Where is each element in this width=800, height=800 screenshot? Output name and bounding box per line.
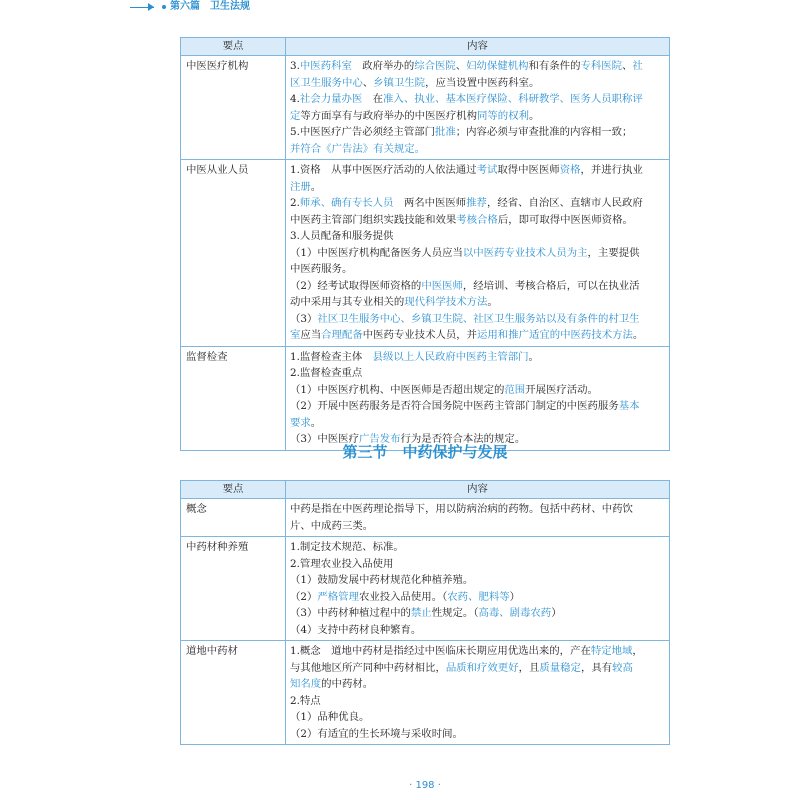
- table-row: [181, 641, 670, 745]
- content-line: [290, 622, 665, 639]
- content-line: [290, 539, 665, 556]
- text-run: 性规定。（: [431, 607, 479, 619]
- text-run: 与其他地区所产同种中药材相比，: [290, 661, 446, 674]
- highlighted-term: 知名度: [290, 678, 322, 690]
- highlighted-term: 区卫生服务中心: [290, 76, 363, 89]
- highlighted-term: 合理配备: [321, 329, 363, 341]
- highlighted-term: 农药、肥料等: [447, 590, 510, 603]
- key-points-table-1: [180, 37, 670, 451]
- text-run: 开展医疗活动。: [525, 383, 598, 396]
- content-line: [290, 58, 665, 75]
- highlighted-term: 中医医师: [421, 279, 463, 292]
- text-run: 。: [528, 350, 539, 363]
- text-run: ，主要提供: [587, 246, 640, 259]
- arrow-icon: [148, 3, 154, 11]
- text-run: 4.: [290, 93, 300, 105]
- text-run: （2）: [290, 590, 318, 603]
- content-line: [290, 294, 665, 311]
- text-run: ，且: [518, 661, 540, 674]
- highlighted-term: 较高: [612, 661, 633, 674]
- row-content-cell: [286, 160, 670, 347]
- highlighted-term: 妇幼保健机构: [466, 60, 529, 72]
- content-line: [290, 91, 665, 108]
- text-run: 2.特点: [290, 694, 321, 707]
- highlighted-term: 考试: [476, 164, 498, 176]
- text-run: 1.概念 道地中药材是指经过中医临床长期应用优选出来的，产在: [290, 645, 591, 657]
- text-run: ，具有: [580, 661, 613, 674]
- text-run: 中医药服务。: [290, 263, 353, 275]
- text-run: 和有条件的: [528, 60, 581, 72]
- text-run: （1）中医医疗机构、中医医师是否超出规定的: [290, 383, 505, 396]
- highlighted-term: 准入、执业、基本医疗保险、科研教学、医务人员职称评: [383, 93, 643, 105]
- key-points-table-2: [180, 480, 670, 745]
- content-line: [290, 327, 665, 344]
- text-run: 。: [310, 416, 322, 429]
- text-run: 1.制定技术规范、标准。: [290, 541, 404, 553]
- text-run: 两名中医医师: [393, 197, 467, 209]
- table-header-row: [181, 38, 670, 56]
- content-line: [290, 228, 665, 245]
- highlighted-term: 考核合格: [456, 213, 498, 226]
- text-run: 、: [622, 60, 633, 72]
- text-run: 。: [487, 296, 498, 308]
- text-run: 5.中医医疗广告必须经主管部门: [290, 126, 435, 138]
- content-line: [290, 141, 665, 158]
- row-key-cell: 中医从业人员: [181, 160, 286, 347]
- highlighted-term: 室: [290, 329, 301, 341]
- text-run: （2）开展中医药服务是否符合国务院中医药主管部门制定的中医药服务: [290, 400, 619, 412]
- text-run: 2.管理农业投入品使用: [290, 557, 394, 570]
- text-run: 中医药专业技术人员，并: [362, 329, 478, 341]
- text-run: 应当: [300, 329, 322, 341]
- content-line: [290, 311, 665, 328]
- highlighted-term: 县级以上人民政府中医药主管部门: [372, 350, 529, 363]
- content-line: [290, 195, 665, 212]
- row-key-cell: 中医医疗机构: [181, 56, 286, 160]
- text-run: 。: [310, 180, 322, 193]
- highlighted-term: 严格管理: [317, 590, 359, 603]
- text-run: 。: [528, 109, 540, 122]
- text-run: ，应当设置中医药科室。: [425, 76, 540, 89]
- content-line: [290, 660, 665, 677]
- row-key-cell: 监督检查: [181, 346, 286, 450]
- content-line: [290, 572, 665, 589]
- text-run: 政府举办的: [351, 60, 415, 72]
- text-run: 中药是指在中医药理论指导下，用以防病治病的药物。包括中药材、中药饮: [290, 503, 633, 515]
- highlighted-term: 同等的权利: [477, 109, 529, 122]
- section-title: [0, 441, 800, 463]
- text-run: 2.: [290, 197, 300, 209]
- highlighted-term: 现代科学技术方法: [404, 296, 488, 308]
- text-run: 行为是否符合本法的规定。: [400, 433, 526, 445]
- table-row: [181, 537, 670, 641]
- text-run: ）: [551, 607, 562, 619]
- text-run: （4）支持中药材良种繁育。: [290, 623, 422, 636]
- highlighted-term: 要求: [290, 416, 311, 429]
- row-key-cell: 中药材种养殖: [181, 537, 286, 641]
- row-content-cell: [286, 537, 670, 641]
- text-run: ，经省、自治区、直辖市人民政府: [486, 197, 643, 209]
- highlighted-term: 注册: [290, 180, 311, 193]
- highlighted-term: 质量稳定: [539, 661, 581, 674]
- highlighted-term: 社会力量办医: [299, 93, 363, 105]
- text-run: 的中药材。: [321, 678, 374, 690]
- table-row: [181, 346, 670, 450]
- section-name: 中药保护与发展: [402, 443, 508, 461]
- content-line: [290, 212, 665, 229]
- text-run: 。: [632, 329, 644, 341]
- text-run: （1）品种优良。: [290, 711, 370, 723]
- highlighted-term: 专科医院: [580, 60, 623, 72]
- content-line: [290, 365, 665, 382]
- table-row: [181, 160, 670, 347]
- running-header: [170, 0, 250, 14]
- table-row: [181, 499, 670, 537]
- text-run: ）: [509, 590, 521, 603]
- highlighted-term: 广告发布: [358, 433, 401, 445]
- content-line: [290, 556, 665, 573]
- text-run: （2）有适宜的生长环境与采收时间。: [290, 727, 463, 740]
- highlighted-term: 社区卫生服务中心、乡镇卫生院、社区卫生服务站以及有条件的村卫生: [317, 312, 640, 325]
- content-line: [290, 179, 665, 196]
- text-run: 动中采用与其专业相关的: [290, 296, 405, 308]
- content-line: [290, 245, 665, 262]
- content-line: [290, 415, 665, 432]
- highlighted-term: 特定地域: [590, 645, 633, 657]
- bullet-dot-icon: [162, 5, 166, 9]
- highlighted-term: 批准: [435, 126, 456, 138]
- row-content-cell: [286, 346, 670, 450]
- text-run: ；内容必须与审查批准的内容相一致；: [455, 126, 633, 138]
- text-run: （1）鼓励发展中药材规范化种植养殖。: [290, 574, 474, 586]
- highlighted-term: 高毒、剧毒农药: [478, 607, 552, 619]
- text-run: （3）中药材种植过程中的: [290, 607, 411, 619]
- row-content-cell: [286, 56, 670, 160]
- content-line: [290, 75, 665, 92]
- text-run: 3.: [290, 60, 300, 72]
- text-run: 等方面享有与政府举办的中医医疗机构: [300, 109, 478, 122]
- text-run: 2.监督检查重点: [290, 367, 363, 379]
- content-line: [290, 501, 665, 518]
- text-run: （3）中医医疗: [290, 433, 359, 445]
- highlighted-term: 运用和推广适宜的中医药技术方法: [477, 329, 633, 341]
- content-line: [290, 709, 665, 726]
- highlighted-term: 品质和疗效更好: [445, 661, 519, 674]
- column-header-content: 内容: [286, 481, 670, 499]
- column-header-key: 要点: [181, 38, 286, 56]
- content-line: [290, 643, 665, 660]
- highlighted-term: 范围: [504, 383, 526, 396]
- column-header-content: 内容: [286, 38, 670, 56]
- table-header-row: [181, 481, 670, 499]
- header-chapter: 卫生法规: [210, 1, 250, 12]
- content-line: [290, 261, 665, 278]
- highlighted-term: 中医药科室: [299, 60, 352, 72]
- content-line: [290, 349, 665, 366]
- row-key-cell: 道地中药材: [181, 641, 286, 745]
- content-line: [290, 518, 665, 535]
- highlighted-term: 基本: [618, 400, 640, 412]
- highlighted-term: 师承、确有专长人员: [299, 197, 394, 209]
- content-line: [290, 108, 665, 125]
- column-header-key: 要点: [181, 481, 286, 499]
- content-line: [290, 676, 665, 693]
- content-line: [290, 398, 665, 415]
- highlighted-term: 并符合《广告法》有关规定。: [290, 142, 426, 155]
- text-run: 1.监督检查主体: [290, 350, 373, 363]
- content-line: [290, 278, 665, 295]
- section-number: 第三节: [342, 443, 388, 461]
- highlighted-term: 资格: [559, 164, 581, 176]
- text-run: 在: [362, 93, 384, 105]
- highlighted-term: 禁止: [410, 607, 432, 619]
- text-run: ，经培训、考核合格后，可以在执业活: [462, 279, 640, 292]
- content-line: [290, 124, 665, 141]
- highlighted-term: 以中医药专业技术人员为主: [462, 246, 588, 259]
- table-row: [181, 56, 670, 160]
- highlighted-term: 定: [290, 109, 301, 122]
- row-content-cell: [286, 641, 670, 745]
- content-line: [290, 162, 665, 179]
- text-run: （3）: [290, 312, 318, 325]
- highlighted-term: 推荐: [466, 197, 487, 209]
- text-run: 1.资格 从事中医医疗活动的人依法通过: [290, 164, 477, 176]
- text-run: ，并进行执业: [580, 164, 643, 176]
- row-content-cell: [286, 499, 670, 537]
- highlighted-term: 综合医院: [414, 60, 456, 72]
- content-line: [290, 693, 665, 710]
- page-number: · 198 ·: [409, 780, 441, 791]
- header-part: 第六篇: [170, 1, 200, 12]
- content-line: [290, 605, 665, 622]
- row-key-cell: 概念: [181, 499, 286, 537]
- highlighted-term: 乡镇卫生院: [373, 76, 426, 89]
- text-run: 、: [362, 76, 374, 89]
- content-line: [290, 382, 665, 399]
- content-line: [290, 589, 665, 606]
- content-line: [290, 726, 665, 743]
- text-run: 3.人员配备和服务提供: [290, 230, 394, 242]
- text-run: （2）经考试取得医师资格的: [290, 279, 422, 292]
- text-run: 农业投入品使用。（: [358, 590, 448, 603]
- highlighted-term: 社: [632, 60, 643, 72]
- text-run: （1）中医医疗机构配备医务人员应当: [290, 246, 463, 259]
- text-run: 片、中成药三类。: [290, 519, 374, 532]
- text-run: 、: [455, 60, 467, 72]
- text-run: 中医药主管部门组织实践技能和效果: [290, 213, 457, 226]
- text-run: ，: [632, 645, 643, 657]
- text-run: 取得中医医师: [497, 164, 560, 176]
- text-run: 后，即可取得中医医师资格。: [497, 213, 633, 226]
